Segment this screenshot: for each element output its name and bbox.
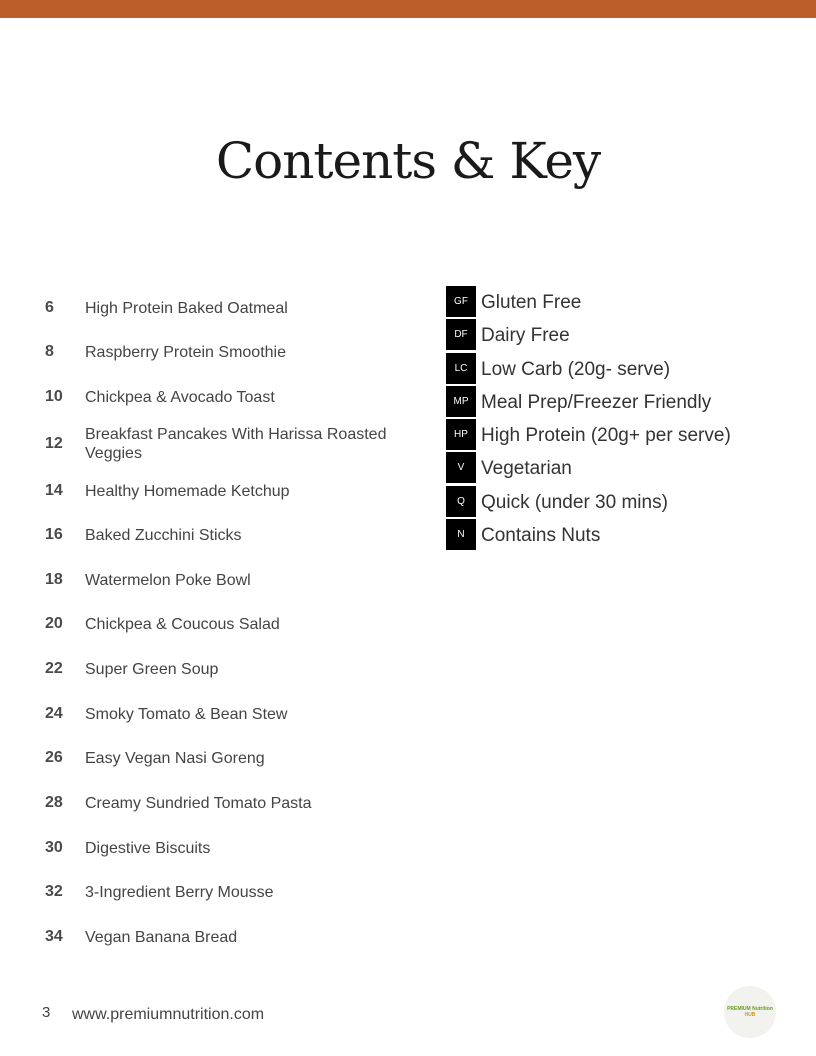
recipe-title: Breakfast Pancakes With Harissa Roasted Veggies [85,426,387,462]
recipe-title: Chickpea & Avocado Toast [85,389,275,406]
page-number: 20 [45,615,63,632]
key-row [446,452,786,485]
page-number: 34 [45,928,63,945]
key-label: Vegetarian [481,458,572,480]
recipe-title: Raspberry Protein Smoothie [85,344,286,361]
contents-list [0,0,420,1000]
website-link[interactable]: www.premiumnutrition.com [72,1006,265,1023]
key-label: Quick (under 30 mins) [481,491,668,513]
recipe-title: Chickpea & Coucous Salad [85,616,280,633]
recipe-title: 3-Ingredient Berry Mousse [85,884,274,901]
recipe-title: Super Green Soup [85,661,219,678]
page-number: 16 [45,526,63,543]
recipe-title: Easy Vegan Nasi Goreng [85,750,265,767]
logo-text: HUB [744,1012,756,1018]
key-label: Meal Prep/Freezer Friendly [481,391,712,413]
key-row [446,519,786,552]
key-row [446,486,786,519]
key-label: Gluten Free [481,292,582,313]
page-number: 22 [45,660,63,677]
recipe-title: Creamy Sundried Tomato Pasta [85,795,312,812]
page-number: 26 [45,749,63,766]
page-number: 28 [45,794,63,811]
key-code-badge: DF [446,319,476,350]
recipe-title: Baked Zucchini Sticks [85,527,242,544]
key-code-badge: Q [446,486,476,517]
page-number: 32 [45,883,63,900]
page-number: 24 [45,705,63,722]
key-code-badge: LC [446,353,476,384]
key-row [446,319,786,352]
key-label: Contains Nuts [481,525,601,547]
key-label: Low Carb (20g- serve) [481,358,671,380]
key-row [446,286,786,319]
key-row [446,353,786,386]
page-title: Contents & Key [215,132,601,190]
recipe-title: Digestive Biscuits [85,840,211,857]
key-label: High Protein (20g+ per serve) [481,425,731,447]
key-code-badge: V [446,452,476,483]
page-number: 12 [45,435,63,452]
key-row [446,419,786,452]
recipe-title: Smoky Tomato & Bean Stew [85,706,288,723]
key-code-badge: HP [446,419,476,450]
brand-logo [724,986,776,1038]
footer-page-number: 3 [42,1004,51,1021]
key-code-badge: GF [446,286,476,317]
page-number: 8 [45,343,54,360]
key-row [446,386,786,419]
key-code-badge: N [446,519,476,550]
recipe-title: Healthy Homemade Ketchup [85,483,290,500]
dietary-key [446,286,786,552]
key-code-badge: MP [446,386,476,417]
recipe-title: Watermelon Poke Bowl [85,572,251,589]
page-number: 18 [45,571,63,588]
recipe-title: Vegan Banana Bread [85,929,238,946]
logo-text: PREMIUM Nutrition [727,1006,773,1012]
recipe-title: High Protein Baked Oatmeal [85,300,288,317]
page-number: 14 [45,482,63,499]
page-number: 6 [45,299,54,316]
page-number: 30 [45,839,63,856]
page-number: 10 [45,388,63,405]
key-label: Dairy Free [481,325,570,347]
